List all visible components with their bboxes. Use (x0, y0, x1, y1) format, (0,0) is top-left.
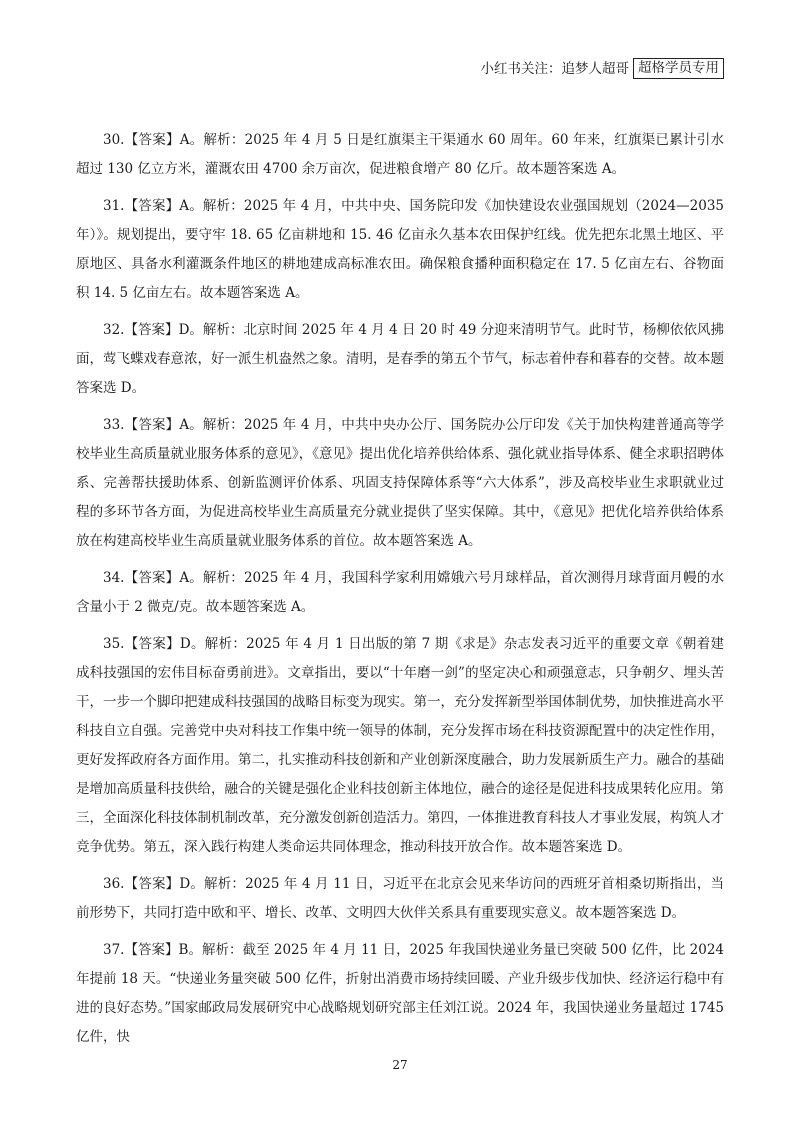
answer-item-34: 34.【答案】A。解析：2025 年 4 月，我国科学家利用嫦娥六号月球样品，首次测得月球背面月幔的水含量小于 2 微克/克。故本题答案选 A。 (76, 570, 724, 615)
answer-item-31: 31.【答案】A。解析：2025 年 4 月，中共中央、国务院印发《加快建设农业强国规划（2024—2035 年）》。规划提出，要守牢 18. 65 亿亩耕地和 15. 46 亿亩永久基本农田保护红线。优先把东北黑土地区、平原地区、具备水利灌溉条件地区的耕地建成高标准农田。确保粮食播种面积稳定在 17. 5 亿亩左右、谷物面积 14. 5 亿亩左右。故本题答案选 A。 (76, 198, 724, 301)
page-header (481, 58, 725, 79)
answer-item-37: 37.【答案】B。解析：截至 2025 年 4 月 11 日，2025 年我国快递业务量已突破 500 亿件，比 2024 年提前 18 天。“快递业务量突破 500 亿件，折射出消费市场持续回暖、产业升级步伐加快、经济运行稳中有进的良好态势。”国家邮政局发展研究中心战略规划研究部主任刘江说。2024 年，我国快递业务量超过 1745 亿件，快 (76, 942, 724, 1045)
header-label: 小红书关注：追梦人超哥 (480, 60, 629, 77)
answer-item-35: 35.【答案】D。解析：2025 年 4 月 1 日出版的第 7 期《求是》杂志发表习近平的重要文章《朝着建成科技强国的宏伟目标奋勇前进》。文章指出，要以“十年磨一剑”的坚定决心和顽强意志，只争朝夕、埋头苦干，一步一个脚印把建成科技强国的战略目标变为现实。第一，充分发挥新型举国体制优势，加快推进高水平科技自立自强。完善党中央对科技工作集中统一领导的体制，充分发挥市场在科技资源配置中的决定性作用，更好发挥政府各方面作用。第二，扎实推动科技创新和产业创新深度融合，助力发展新质生产力。融合的基础是增加高质量科技供给，融合的关键是强化企业科技创新主体地位，融合的途径是促进科技成果转化应用。第三，全面深化科技体制机制改革，充分激发创新创造活力。第四，一体推进教育科技人才事业发展，构筑人才竞争优势。第五，深入践行构建人类命运共同体理念，推动科技开放合作。故本题答案选 D。 (76, 636, 724, 855)
header-tag: 超格学员专用 (633, 58, 724, 79)
answer-item-33: 33.【答案】A。解析：2025 年 4 月，中共中央办公厅、国务院办公厅印发《关于加快构建普通高等学校毕业生高质量就业服务体系的意见》，《意见》提出优化培养供给体系、强化就业指导体系、健全求职招聘体系、完善帮扶援助体系、创新监测评价体系、巩固支持保障体系等“六大体系”，涉及高校毕业生求职就业过程的多环节各方面，为促进高校毕业生高质量充分就业提供了坚实保障。其中，《意见》把优化培养供给体系放在构建高校毕业生高质量就业服务体系的首位。故本题答案选 A。 (76, 417, 724, 549)
answer-item-36: 36.【答案】D。解析：2025 年 4 月 11 日，习近平在北京会见来华访问的西班牙首相桑切斯指出，当前形势下，共同打造中欧和平、增长、改革、文明四大伙伴关系具有重要现实意义。故本题答案选 D。 (76, 876, 724, 921)
answer-item-30: 30.【答案】A。解析：2025 年 4 月 5 日是红旗渠主干渠通水 60 周年。60 年来，红旗渠已累计引水超过 130 亿立方米，灌溉农田 4700 余万亩次，促进粮食增产 80 亿斤。故本题答案选 A。 (76, 132, 724, 177)
page-number: 27 (392, 1058, 408, 1072)
answer-list (76, 126, 724, 1060)
answer-item-32: 32.【答案】D。解析：北京时间 2025 年 4 月 4 日 20 时 49 分迎来清明节气。此时节，杨柳依依风拂面，莺飞蝶戏春意浓，好一派生机盎然之象。清明，是春季的第五个节气，标志着仲春和暮春的交替。故本题答案选 D。 (76, 322, 724, 396)
